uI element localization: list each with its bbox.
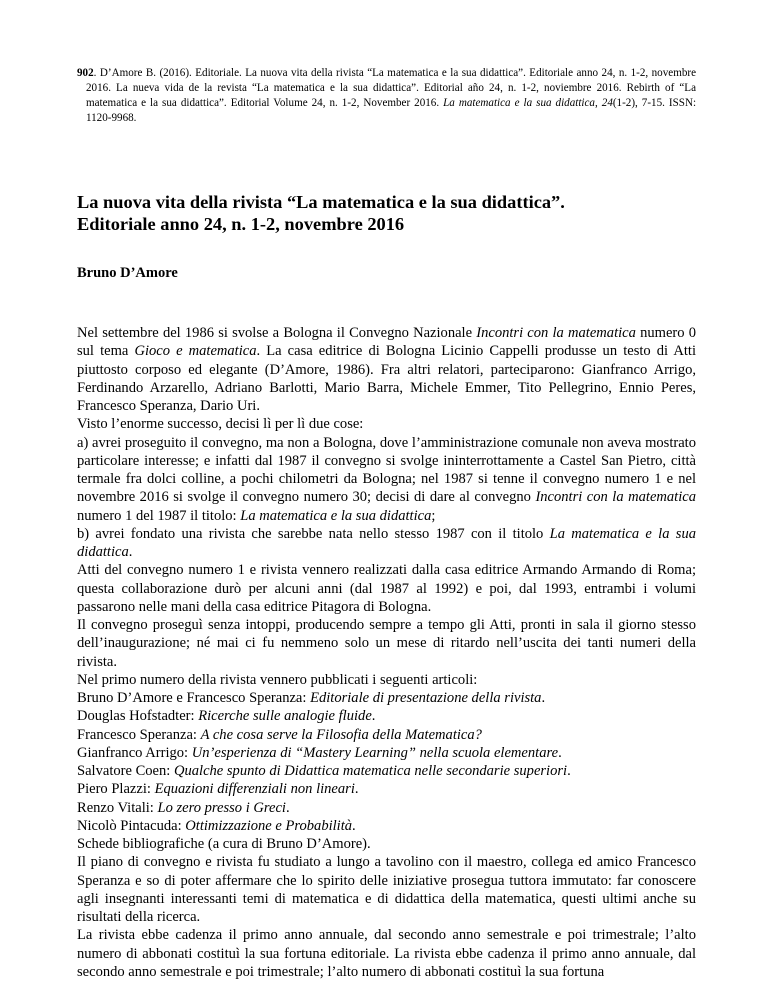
list-item: Piero Plazzi: Equazioni differenziali non lineari.	[77, 781, 359, 798]
list-item: Renzo Vitali: Lo zero presso i Greci.	[77, 799, 290, 816]
paragraph: Atti del convegno numero 1 e rivista vennero realizzati dalla casa editrice Armando Armando di Roma; questa collaborazione durò per alcuni anni (dal 1987 al 1992) e poi, dal 1993, entrambi i volumi passarono nelle mani della casa editrice Pitagora di Bologna.	[77, 562, 696, 615]
paragraph: Visto l’enorme successo, decisi lì per lì due cose:	[77, 416, 364, 433]
reference-text: . D’Amore B. (2016). Editoriale. La nuova vita della rivista “La matematica e la sua didattica”. Editoriale anno 24, n. 1-2, novembre 2016. La nueva vida de la revista “La matematica e la sua didattica”. Editorial año 24, n. 1-2, noviembre 2016. Rebirth of “La matematica e la sua didattica”. Editorial Volume 24, n. 1-2, November 2016.	[86, 67, 696, 109]
paragraph: Il convegno proseguì senza intoppi, producendo sempre a tempo gli Atti, pronti in sala il giorno stesso dell’inaugurazione; né mai ci fu nemmeno solo un mese di ritardo nell’uscita dei tanti numeri della rivista.	[77, 617, 696, 670]
list-item: Douglas Hofstadter: Ricerche sulle analogie fluide.	[77, 708, 376, 725]
list-item: Nicolò Pintacuda: Ottimizzazione e Probabilità.	[77, 817, 356, 834]
paragraph: Nel primo numero della rivista vennero pubblicati i seguenti articoli:	[77, 671, 478, 688]
reference-number: 902	[77, 67, 94, 79]
article-title: La nuova vita della rivista “La matematica e la sua didattica”. Editoriale anno 24, n. 1-2, novembre 2016	[77, 192, 565, 234]
paragraph: b) avrei fondato una rivista che sarebbe nata nello stesso 1987 con il titolo La matematica e la sua didattica.	[77, 525, 696, 560]
paragraph: Nel settembre del 1986 si svolse a Bologna il Convegno Nazionale Incontri con la matematica numero 0 sul tema Gioco e matematica. La casa editrice di Bologna Licinio Cappelli produsse un testo di Atti piuttosto corposo ed elegante (D’Amore, 1986). Fra altri relatori, parteciparono: Gianfranco Arrigo, Ferdinando Arzarello, Adriano Barlotti, Mario Barra, Michele Emmer, Tito Pellegrino, Ennio Peres, Francesco Speranza, Dario Uri.	[77, 325, 697, 414]
bibliographic-reference: 902. D’Amore B. (2016). Editoriale. La nuova vita della rivista “La matematica e la sua didattica”. Editoriale anno 24, n. 1-2, novembre 2016. La nueva vida de la revista “La matematica e la sua didattica”. Editorial año 24, n. 1-2, noviembre 2016. Rebirth of “La matematica e la sua didattica”. Editorial Volume 24, n. 1-2, November 2016. La matematica e la sua didattica, 24(1-2), 7-15. ISSN: 1120-9968.	[77, 67, 697, 124]
paragraph: a) avrei proseguito il convegno, ma non a Bologna, dove l’amministrazione comunale non aveva mostrato particolare interesse; e infatti dal 1987 il convegno si svolge ininterrottamente a Castel San Pietro, città termale fra dolci colline, a pochi chilometri da Bologna; nel 1987 si tenne il convegno numero 1 e nel novembre 2016 si svolge il convegno numero 30; decisi di dare al convegno Incontri con la matematica numero 1 del 1987 il titolo: La matematica e la sua didattica;	[77, 434, 696, 524]
paragraph: Il piano di convegno e rivista fu studiato a lungo a tavolino con il maestro, collega ed amico Francesco Speranza e so di poter affermare che lo spirito delle iniziative prosegua tuttora immutato: far conoscere agli insegnanti interessanti temi di matematica e di didattica della matematica, questi ultimi anche su risultati della ricerca.	[77, 854, 696, 925]
list-item: Salvatore Coen: Qualche spunto di Didattica matematica nelle secondarie superiori.	[77, 763, 571, 779]
article-author: Bruno D’Amore	[77, 265, 178, 281]
paragraph: La rivista ebbe cadenza il primo anno annuale, dal secondo anno semestrale e poi trimestrale; l’alto numero di abbonati costituì la sua fortuna editoriale. La rivista ebbe cadenza il primo anno annuale, dal secondo anno semestrale e poi trimestrale; l’alto numero di abbonati costituì la sua fortuna	[77, 927, 696, 980]
list-item: Bruno D’Amore e Francesco Speranza: Editoriale di presentazione della rivista.	[77, 690, 546, 706]
reference-volume: 24	[601, 97, 613, 109]
list-item: Gianfranco Arrigo: Un’esperienza di “Mastery Learning” nella scuola elementare.	[77, 744, 562, 761]
article-body	[77, 324, 696, 981]
reference-journal: La matematica e la sua didattica	[443, 97, 595, 109]
list-item: Schede bibliografiche (a cura di Bruno D’Amore).	[77, 836, 371, 852]
article-list	[77, 689, 696, 853]
reference-tail: (1-2), 7-15. ISSN: 1120-9968.	[86, 97, 697, 124]
list-item: Francesco Speranza: A che cosa serve la Filosofia della Matematica?	[77, 726, 482, 743]
